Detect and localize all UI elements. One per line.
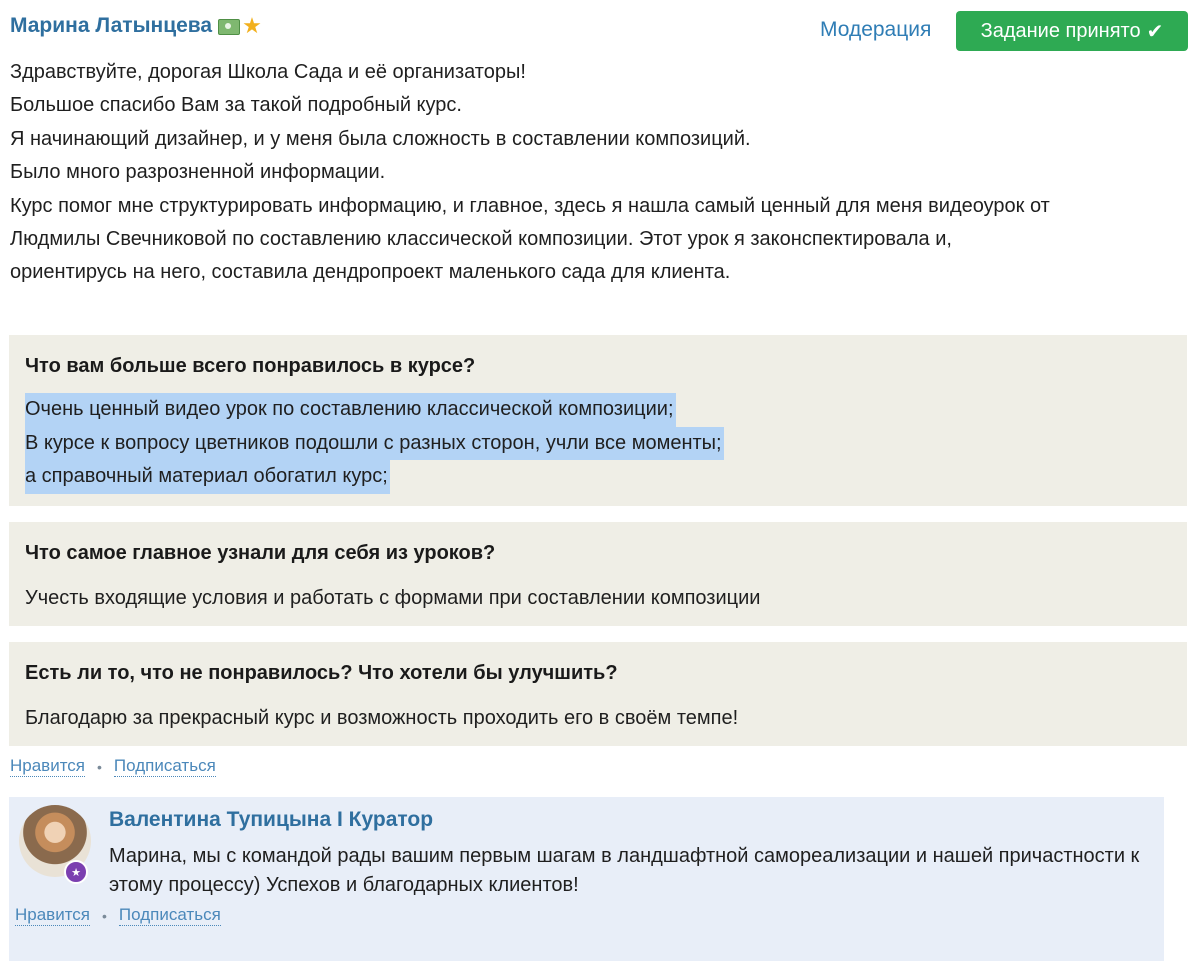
post-body-line: Курс помог мне структурировать информацию, и главное, здесь я нашла самый ценный для меня видеоурок от: [10, 194, 1050, 217]
curator-badge-icon: ★: [64, 860, 88, 884]
qa-answer-line: Очень ценный видео урок по составлению классической композиции;: [25, 393, 676, 427]
post-author-name[interactable]: Марина Латынцева: [10, 14, 213, 37]
curator-reply: [9, 797, 1164, 961]
qa-question: Есть ли то, что не понравилось? Что хотели бы улучшить?: [25, 662, 618, 684]
post-body-line: ориентирусь на него, составила дендропроект маленького сада для клиента.: [10, 261, 731, 284]
like-link[interactable]: Нравится: [15, 905, 91, 924]
qa-answer-line: а справочный материал обогатил курс;: [25, 460, 390, 494]
qa-block: [9, 522, 1187, 626]
post-body-line: Я начинающий дизайнер, и у меня была сложность в составлении композиций.: [10, 127, 751, 150]
post-body-line: Большое спасибо Вам за такой подробный курс.: [10, 94, 462, 117]
like-link[interactable]: Нравится: [10, 756, 86, 775]
qa-answer: Благодарю за прекрасный курс и возможность проходить его в своём темпе!: [25, 707, 739, 729]
qa-answer-line: В курсе к вопросу цветников подошли с разных сторон, учли все моменты;: [25, 427, 724, 461]
check-icon: ✔: [1146, 20, 1164, 43]
qa-block: [9, 335, 1187, 506]
post-body: [10, 56, 1190, 290]
separator-dot: •: [97, 758, 102, 775]
task-accepted-label: Задание принято: [980, 19, 1141, 42]
qa-question: Что вам больше всего понравилось в курсе?: [25, 355, 476, 377]
moderation-link[interactable]: Модерация: [820, 18, 932, 41]
reply-author-name[interactable]: Валентина Тупицына I Куратор: [109, 808, 434, 831]
post-actions: [10, 756, 216, 777]
reply-actions: [15, 905, 221, 926]
separator-dot: •: [102, 907, 107, 924]
post-body-line: Людмилы Свечниковой по составлению классической композиции. Этот урок я законспектировала и,: [10, 228, 952, 251]
money-badge-icon: [218, 19, 240, 35]
post-body-line: Было много разрозненной информации.: [10, 161, 386, 184]
reply-text: Марина, мы с командой рады вашим первым шагам в ландшафтной самореализации и нашей причастности к этому процессу) Успехов и благодарных клиентов!: [109, 845, 1140, 896]
task-accepted-button[interactable]: [956, 11, 1188, 51]
subscribe-link[interactable]: Подписаться: [113, 756, 216, 775]
subscribe-link[interactable]: Подписаться: [118, 905, 221, 924]
qa-block: [9, 642, 1187, 746]
qa-answer: [25, 393, 1171, 494]
star-icon: ★: [242, 13, 262, 38]
qa-question: Что самое главное узнали для себя из уроков?: [25, 542, 496, 564]
post-header: [10, 14, 262, 38]
qa-answer: Учесть входящие условия и работать с формами при составлении композиции: [25, 587, 761, 609]
post-body-line: Здравствуйте, дорогая Школа Сада и её организаторы!: [10, 61, 526, 83]
